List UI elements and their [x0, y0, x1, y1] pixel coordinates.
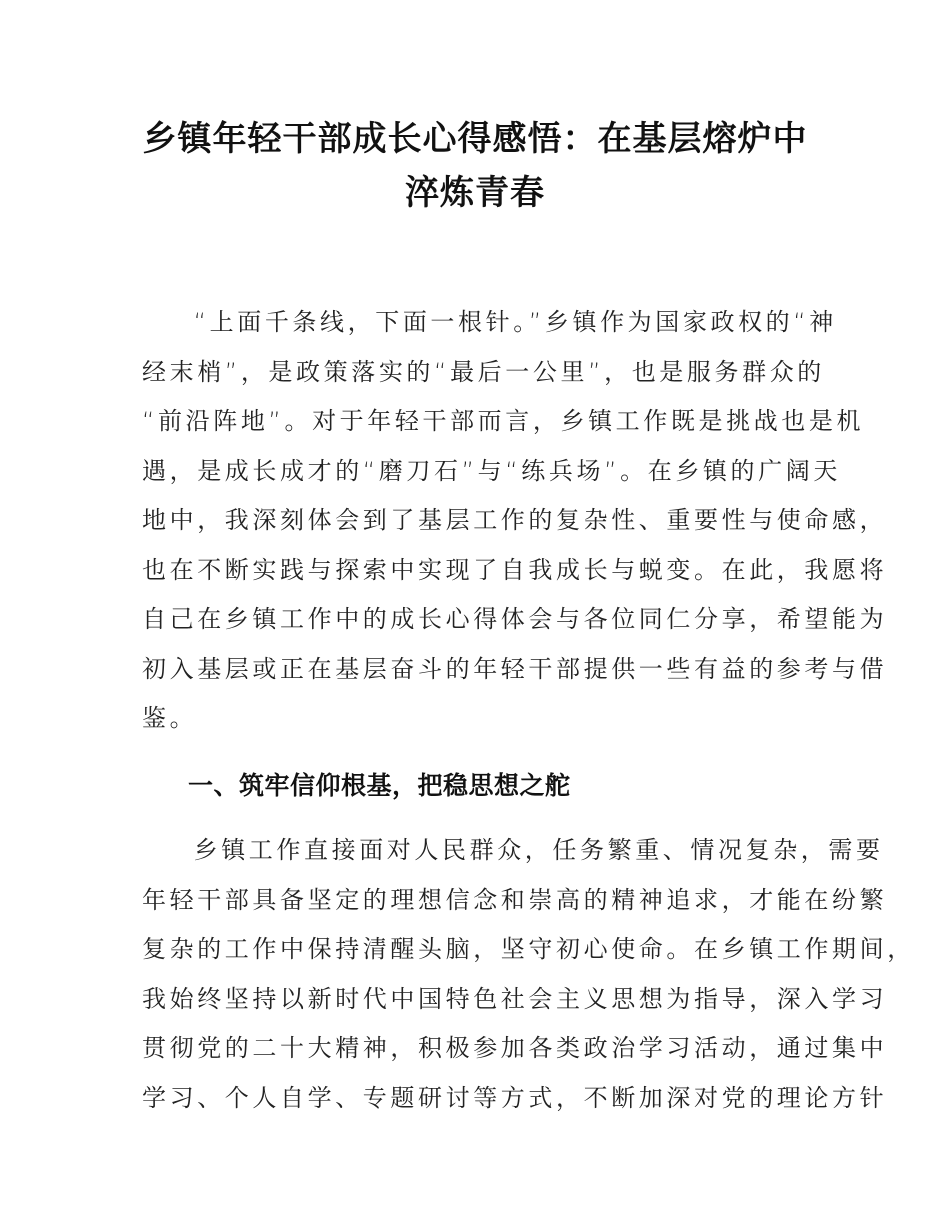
- paragraph-line: 地中，我深刻体会到了基层工作的复杂性、重要性与使命感，: [142, 506, 888, 534]
- paragraph-line: 鉴。: [142, 704, 198, 732]
- intro-paragraph: [142, 298, 888, 744]
- section-1-paragraph: [142, 826, 915, 1123]
- paragraph-line: 复杂的工作中保持清醒头脑，坚守初心使命。在乡镇工作期间，: [142, 935, 915, 963]
- paragraph-line: “上面千条线，下面一根针。”乡镇作为国家政权的“神: [166, 308, 837, 336]
- paragraph-line: 遇，是成长成才的“磨刀石”与“练兵场”。在乡镇的广阔天: [142, 456, 841, 485]
- title-line-2: 淬炼青春: [405, 173, 545, 213]
- paragraph-line: 初入基层或正在基层奋斗的年轻干部提供一些有益的参考与借: [142, 654, 888, 683]
- paragraph-line: 学习、个人自学、专题研讨等方式，不断加深对党的理论方针: [142, 1083, 888, 1112]
- paragraph-line: 年轻干部具备坚定的理想信念和崇高的精神追求，才能在纷繁: [142, 885, 888, 914]
- paragraph-line: 贯彻党的二十大精神，积极参加各类政治学习活动，通过集中: [142, 1034, 888, 1062]
- document-title: [100, 112, 850, 220]
- paragraph-line: 经末梢”，是政策落实的“最后一公里”，也是服务群众的: [142, 357, 825, 386]
- paragraph-line: 自己在乡镇工作中的成长心得体会与各位同仁分享，希望能为: [142, 605, 888, 633]
- paragraph-line: “前沿阵地”。对于年轻干部而言，乡镇工作既是挑战也是机: [142, 407, 865, 435]
- paragraph-line: 乡镇工作直接面对人民群众，任务繁重、情况复杂，需要: [166, 836, 884, 864]
- section-heading: 一、筑牢信仰根基，把稳思想之舵: [188, 771, 571, 800]
- title-line-1: 乡镇年轻干部成长心得感悟：在基层熔炉中: [142, 119, 808, 159]
- paragraph-line: 也在不断实践与探索中实现了自我成长与蜕变。在此，我愿将: [142, 555, 888, 584]
- paragraph-line: 我始终坚持以新时代中国特色社会主义思想为指导，深入学习: [142, 984, 888, 1013]
